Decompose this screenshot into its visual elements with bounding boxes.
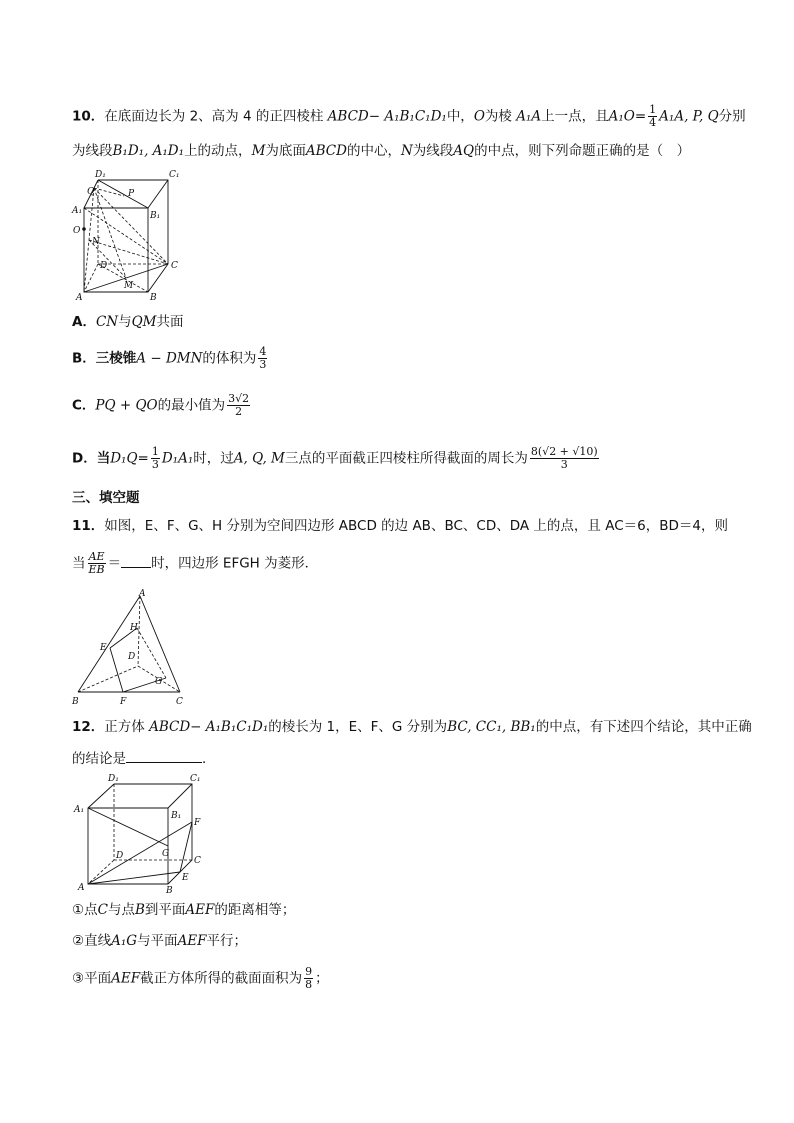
label-D: D <box>116 851 124 861</box>
label-H: H <box>130 623 138 633</box>
num: 1 <box>151 445 159 458</box>
math: PQ + QO <box>95 397 158 414</box>
text: 为底面 <box>265 143 306 159</box>
label-B1: B₁ <box>171 811 182 821</box>
text: D．当 <box>72 450 111 467</box>
q10-option-b <box>72 346 269 371</box>
label-B: B <box>150 293 157 303</box>
prism-figure <box>70 166 190 306</box>
label-G: G <box>155 677 163 687</box>
math: O <box>473 108 485 125</box>
label-A1: A₁ <box>72 206 83 216</box>
text: A． <box>72 314 96 330</box>
den: 3 <box>151 458 159 471</box>
text: 共面 <box>156 314 184 330</box>
label-C1: C₁ <box>169 170 180 180</box>
q10-option-c <box>72 393 252 418</box>
q10-line1 <box>72 104 746 129</box>
fraction <box>88 551 106 576</box>
label-B: B <box>166 886 173 894</box>
conclusion-1 <box>72 900 295 920</box>
label-M: M <box>124 281 134 291</box>
text: ①点 <box>72 902 98 918</box>
conclusion-3 <box>72 966 329 991</box>
text: 与平面 <box>137 933 178 949</box>
math: ABCD− A₁B₁C₁D₁ <box>327 108 447 125</box>
label-A: A <box>139 589 146 599</box>
math: ABCD <box>305 143 347 159</box>
den: 3 <box>560 458 568 471</box>
label-G: G <box>162 849 170 859</box>
den: 8 <box>305 978 313 991</box>
fraction <box>530 446 599 471</box>
tetrahedron-figure <box>70 586 190 708</box>
label-A: A <box>78 883 85 893</box>
label-B1: B₁ <box>150 211 161 221</box>
text: ＝ <box>107 555 122 572</box>
math: D₁A₁ <box>161 450 194 467</box>
num: 8(√2 + √10) <box>530 445 598 458</box>
den: EB <box>88 563 105 576</box>
text: = <box>137 450 149 467</box>
text: 时，四边形 EFGH 为菱形． <box>151 555 319 572</box>
math: N <box>400 143 413 159</box>
label-D1: D₁ <box>95 170 106 180</box>
q12-line1 <box>72 717 752 737</box>
den: 2 <box>235 405 243 418</box>
text: C． <box>72 397 96 414</box>
label-N: N <box>92 237 100 247</box>
text: B．三棱锥 <box>72 350 137 367</box>
cube-figure <box>70 772 210 894</box>
text: 到平面 <box>144 902 186 918</box>
text: 当 <box>72 555 86 572</box>
label-C: C <box>194 856 201 866</box>
text: 截正方体所得的截面面积为 <box>140 970 303 987</box>
text: ； <box>315 970 329 987</box>
q11-line1 <box>72 516 728 536</box>
den: 3 <box>259 358 267 371</box>
text: 的最小值为 <box>157 397 226 414</box>
section-title: 三、填空题 <box>72 490 140 506</box>
label-O: O <box>73 226 81 236</box>
text: 如图，E、F、G、H 分别为空间四边形 ABCD 的边 AB、BC、CD、DA 上的点，且 AC＝6，BD＝4，则 <box>104 518 728 534</box>
math: B <box>134 902 145 918</box>
text: 与 <box>118 314 132 330</box>
math: A, Q, M <box>233 450 285 467</box>
q10-number: 10． <box>72 108 105 125</box>
text: 的棱长为 1，E、F、G 分别为 <box>268 719 448 735</box>
label-C: C <box>176 697 183 707</box>
num: 1 <box>649 103 657 116</box>
fraction <box>258 346 267 371</box>
label-A: A <box>76 293 83 303</box>
math: C <box>97 902 108 918</box>
text: ②直线 <box>72 933 112 949</box>
math: M <box>251 143 266 159</box>
text: 分别 <box>718 108 746 125</box>
math: CN <box>95 314 119 330</box>
text: 在底面边长为 2、高为 4 的正四棱柱 <box>104 108 324 125</box>
q12-number: 12． <box>72 719 105 735</box>
q11-line2 <box>72 551 318 576</box>
text: 的中心， <box>346 143 401 159</box>
text: ． <box>202 751 216 767</box>
answer-blank[interactable] <box>126 748 202 763</box>
q12-line2 <box>72 748 216 769</box>
math: ABCD− A₁B₁C₁D₁ <box>149 719 269 735</box>
conclusion-2 <box>72 931 247 951</box>
text: 正方体 <box>104 719 145 735</box>
math: A₁G <box>111 933 138 949</box>
text: 的距离相等； <box>214 902 296 918</box>
num: 9 <box>305 965 313 978</box>
label-P: P <box>128 189 135 199</box>
text: 与点 <box>107 902 135 918</box>
q11-number: 11． <box>72 518 105 534</box>
text: 三点的平面截正四棱柱所得截面的周长为 <box>284 450 528 467</box>
answer-blank[interactable] <box>121 553 151 568</box>
q10-option-d <box>72 446 601 471</box>
den: 4 <box>649 116 657 129</box>
label-F: F <box>194 818 201 828</box>
math: AEF <box>185 902 215 918</box>
fraction <box>151 446 160 471</box>
label-F: F <box>120 697 127 707</box>
text: 为线段 <box>72 143 113 159</box>
math: B₁D₁, A₁D₁ <box>112 143 185 159</box>
label-Q: Q <box>87 187 95 197</box>
text: 的中点，有下述四个结论，其中正确 <box>535 719 752 735</box>
label-E: E <box>100 643 107 653</box>
text: 中， <box>446 108 474 125</box>
math: AEF <box>111 970 141 987</box>
text: 为棱 <box>484 108 512 125</box>
math: QM <box>131 314 157 330</box>
label-B: B <box>72 697 79 707</box>
label-D: D <box>100 261 108 271</box>
text: 时，过 <box>193 450 234 467</box>
math: A₁O <box>608 108 635 125</box>
num: AE <box>88 550 105 563</box>
math: D₁Q <box>110 450 138 467</box>
text: 上的动点， <box>184 143 252 159</box>
text: 平行； <box>206 933 248 949</box>
num: 3√2 <box>228 392 250 405</box>
fraction <box>304 966 313 991</box>
text: ③平面 <box>72 970 112 987</box>
label-D1: D₁ <box>108 774 119 784</box>
text: 的结论是 <box>72 751 126 767</box>
text: 为线段 <box>412 143 454 159</box>
math: A − DMN <box>136 350 203 367</box>
label-A1: A₁ <box>74 805 85 815</box>
label-E: E <box>182 873 189 883</box>
fraction <box>648 104 657 129</box>
label-C: C <box>171 261 178 271</box>
q10-line2 <box>72 141 690 161</box>
fraction <box>227 393 250 418</box>
text: 的体积为 <box>202 350 257 367</box>
math: AEF <box>177 933 207 949</box>
q10-option-a <box>72 312 184 332</box>
text: = <box>634 108 647 125</box>
text: 上一点，且 <box>541 108 609 125</box>
math: AQ <box>453 143 475 159</box>
math: A₁A, P, Q <box>659 108 719 125</box>
label-D: D <box>128 652 136 662</box>
text: 的中点，则下列命题正确的是（ ） <box>474 143 691 159</box>
math: A₁A <box>516 108 542 125</box>
num: 4 <box>259 345 267 358</box>
math: BC, CC₁, BB₁ <box>447 719 536 735</box>
label-C1: C₁ <box>190 774 201 784</box>
